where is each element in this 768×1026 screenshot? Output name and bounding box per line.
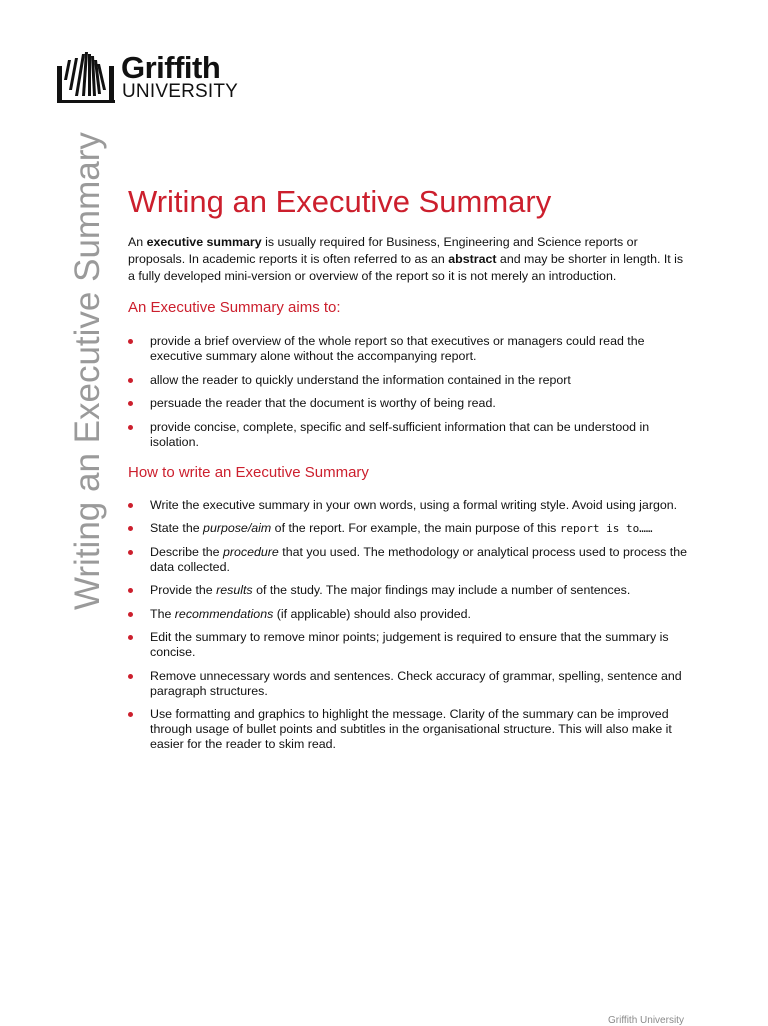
list-item [128,669,688,699]
page-title: Writing an Executive Summary [128,184,552,219]
list-item [128,545,688,575]
bullet-icon [128,550,133,555]
how-list [128,498,688,753]
bullet-icon [128,526,133,531]
bullet-icon [128,674,133,679]
list-item [128,607,688,622]
list-item [128,521,688,536]
list-item [128,583,688,598]
aims-heading: An Executive Summary aims to: [128,299,341,316]
list-item [128,396,688,411]
aims-item-text: provide a brief overview of the whole report so that executives or managers could read the executive summary alone without the accompanying report. [150,334,645,363]
intro-bold-executive-summary: executive summary [146,235,262,249]
logo-wordmark-university: UNIVERSITY [122,81,239,102]
list-item [128,420,688,450]
list-item [128,707,688,752]
how-item-text: Provide the [150,583,217,597]
griffith-logo [55,50,255,106]
bullet-icon [128,635,133,640]
how-item-text: Use formatting and graphics to highlight the message. Clarity of the summary can be improved through usage of bullet points and subtitles in the organisational structure. This will also make it easier for the reader to skim read. [150,707,672,751]
bullet-icon [128,378,133,383]
bullet-icon [128,401,133,406]
aims-list [128,334,688,450]
how-item-text: of the study. The major findings may include a number of sentences. [252,583,631,597]
how-item-text: Write the executive summary in your own words, using a formal writing style. Avoid using jargon. [150,497,678,512]
how-item-text: that you used. The methodology or analytical process used to process the data collected. [150,544,688,574]
how-item-text: Edit the summary to remove minor points; judgement is required to ensure that the summary is concise. [150,630,669,659]
intro-text-3: and may be shorter in length. It is a fully developed mini-version or overview of the report so it is not merely an introduction. [128,252,684,283]
how-item-text: The [150,606,175,621]
how-item-emphasis: procedure [223,544,279,559]
intro-bold-abstract: abstract [448,252,497,266]
griffith-logo-mark-icon [55,50,117,104]
how-item-code: report is to…… [559,522,653,535]
side-vertical-title: Writing an Executive Summary [68,132,107,610]
intro-text-1: An [128,235,147,249]
how-item-emphasis: recommendations [174,606,274,621]
logo-wordmark-griffith: Griffith [121,50,221,85]
aims-item-text: provide concise, complete, specific and self-sufficient information that can be understood in isolation. [150,419,650,449]
how-item-text: Remove unnecessary words and sentences. Check accuracy of grammar, spelling, sentence and paragraph structures. [150,668,682,698]
bullet-icon [128,503,133,508]
list-item [128,498,688,513]
how-item-emphasis: purpose/aim [203,521,272,535]
how-item-text: State the [150,521,204,535]
how-item-emphasis: results [216,583,253,597]
how-item-text: of the report. For example, the main purpose of this [271,521,560,535]
how-item-text: Describe the [150,544,224,559]
bullet-icon [128,712,133,717]
intro-paragraph [128,234,688,285]
aims-item-text: persuade the reader that the document is worthy of being read. [150,396,496,410]
main-content [128,182,688,761]
bullet-icon [128,612,133,617]
intro-text-2: is usually required for Business, Engineering and Science reports or proposals. In academic reports it is often referred to as an [128,235,638,266]
how-item-text: (if applicable) should also provided. [273,606,471,621]
list-item [128,373,688,388]
bullet-icon [128,425,133,430]
bullet-icon [128,588,133,593]
how-heading: How to write an Executive Summary [128,463,369,481]
aims-item-text: allow the reader to quickly understand the information contained in the report [150,372,571,387]
list-item [128,630,688,660]
list-item [128,334,688,364]
footer-text: Griffith University [608,1015,684,1026]
bullet-icon [128,339,133,344]
